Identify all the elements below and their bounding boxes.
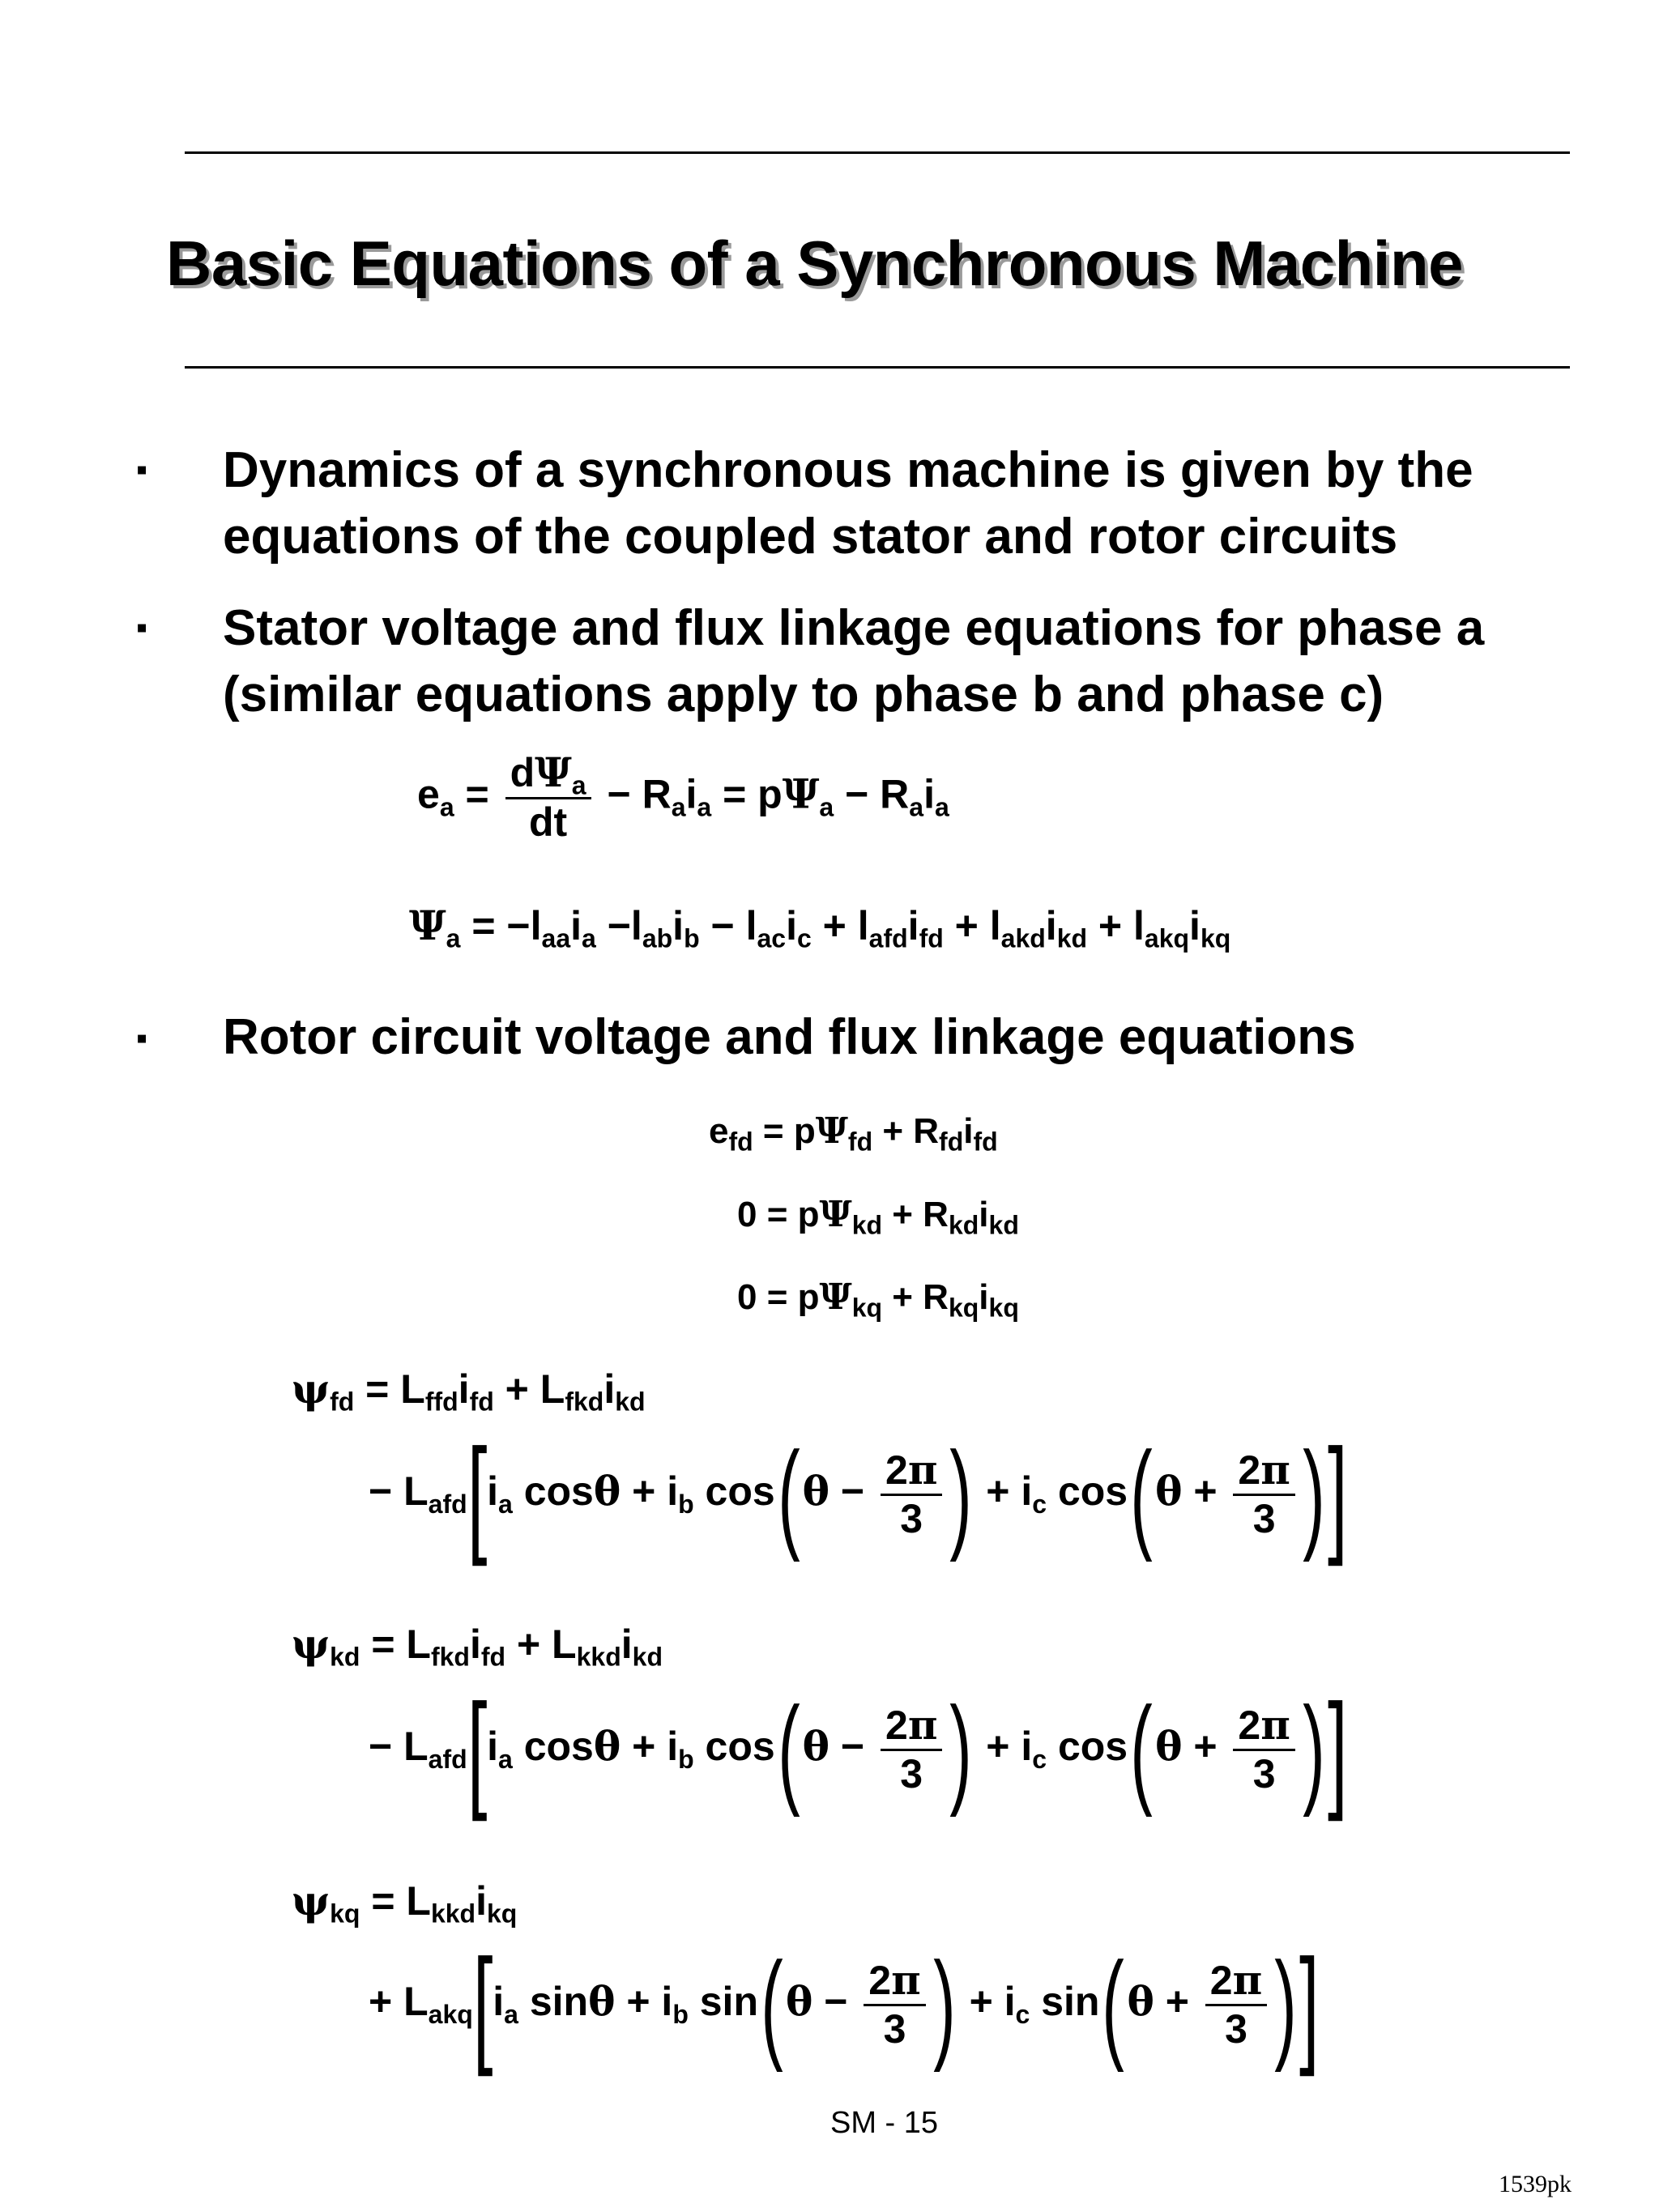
bullet-marker: ▪ [136, 610, 148, 646]
d-damper-flux-equation: $\psi_{kd} = L_{fkd}i_{fd} + L_{kkd}i_{kd}$ [292, 1620, 663, 1672]
bullet-marker: ▪ [136, 452, 148, 488]
rotor-q-damper-voltage-equation: $0 = p\Psi_{kq} + R_{kq}i_{kq}$ [737, 1276, 1019, 1323]
bullet-text: Dynamics of a synchronous machine is given by the equations of the coupled stator and rotor circuits [223, 442, 1473, 565]
rotor-d-damper-voltage-equation: $0 = p\Psi_{kd} + R_{kd}i_{kd}$ [737, 1194, 1019, 1240]
slide-number: SM - 15 [830, 2106, 939, 2140]
title-rule [185, 366, 1570, 369]
rotor-field-voltage-equation: $e_{fd} = p\Psi_{fd} + R_{fd}i_{fd}$ [709, 1110, 998, 1157]
stator-flux-equation: $\Psi_a = -l_{aa}i_a -l_{ab}i_b - l_{ac}i_c + l_{afd}i_{fd} + l_{akd}i_{kd} + l_{akq}i_{kq}$ [409, 901, 1231, 953]
q-damper-flux-equation: $\psi_{kq} = L_{kkd}i_{kq}$ [292, 1877, 518, 1929]
top-rule [185, 151, 1570, 154]
field-flux-equation-cont: − $L_{afd}[i_a$ $\cos\theta + i_b$ cos(θ − $\frac{2\pi}{3}$ ) + $i_c$ cos(θ + $\frac{2\pi}{3}$ )] [369, 1421, 1348, 1566]
bullet-text: Rotor circuit voltage and flux linkage equations [223, 1009, 1356, 1065]
q-damper-flux-equation-cont: + $L_{akq}[i_a$ $\sin\theta + i_b$ sin(θ − $\frac{2\pi}{3}$ ) + $i_c$ sin(θ + $\frac{2\pi}{3}$ )] [369, 1932, 1320, 2077]
page-title: Basic Equations of a Synchronous Machine [166, 228, 1463, 299]
document-code: 1539pk [1499, 2171, 1572, 2197]
d-damper-flux-equation-cont: − $L_{afd}[i_a$ $\cos\theta + i_b$ cos(θ − $\frac{2\pi}{3}$ ) + $i_c$ cos(θ + $\frac{2\pi}{3}$ )] [369, 1677, 1348, 1822]
bullet-text: Stator voltage and flux linkage equations for phase a (similar equations apply to phase b and phase c) [223, 600, 1485, 722]
field-flux-equation: $\psi_{fd} = L_{ffd}i_{fd} + L_{fkd}i_{kd}$ [292, 1365, 646, 1417]
stator-voltage-equation: $e_a$ = $\frac{d\Psi_a}{dt}$ − $R_ai_a = p\Psi_a - R_ai_a$ [417, 748, 949, 845]
bullet-marker: ▪ [136, 1021, 148, 1056]
